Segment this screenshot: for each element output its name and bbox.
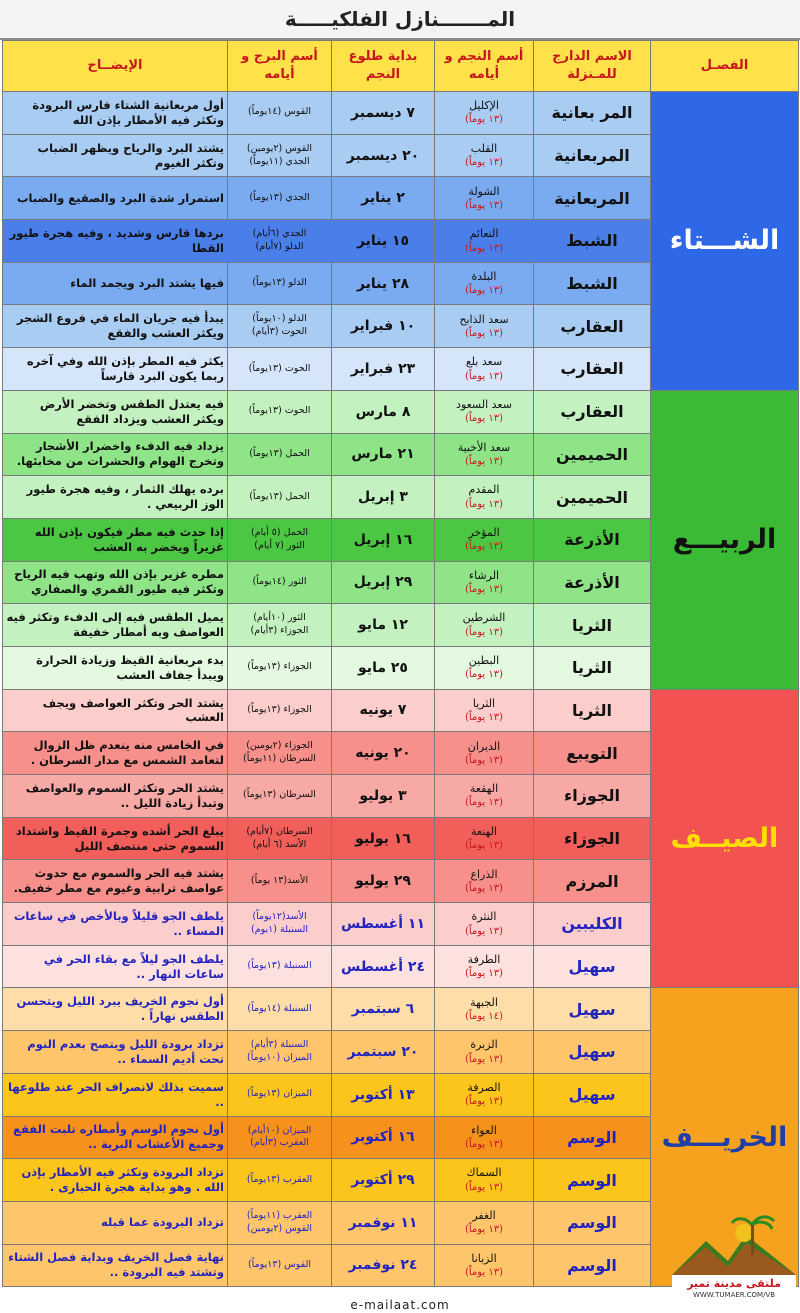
page-title: المـــــــنازل الفلكيـــــة xyxy=(0,0,800,40)
desc-cell: استمرار شدة البرد والصقيع والضباب xyxy=(3,177,228,220)
star-name: الذراع xyxy=(470,867,498,881)
burj-cell xyxy=(228,518,332,561)
burj-line: الجوزاء (١٣يوماً) xyxy=(247,704,312,716)
date-cell: ٢٣ فبراير xyxy=(332,348,435,391)
desc-cell: يبدأ فيه جريان الماء في فروع الشجر ويكثر العشب والفقع xyxy=(3,305,228,348)
desc-cell: في الخامس منه ينعدم ظل الزوال لتعامد الشمس مع مدار السرطان . xyxy=(3,732,228,775)
star-name: الغفر xyxy=(472,1209,496,1223)
burj-cell xyxy=(228,348,332,391)
burj-line: العقرب (١١يوماً) xyxy=(246,1209,313,1221)
manzil-cell: الوسم xyxy=(534,1244,651,1287)
burj-line: القوس (١٣يوماً) xyxy=(247,1259,312,1270)
burj-cell xyxy=(228,1159,332,1202)
burj-line: القوس (٢يومين) xyxy=(246,142,313,154)
burj-line: السنبلة (١٤يوماً) xyxy=(247,1002,312,1014)
star-cell xyxy=(435,689,534,732)
burj-cell xyxy=(228,1116,332,1159)
date-cell: ٦ سبتمبر xyxy=(332,988,435,1031)
burj-cell xyxy=(228,732,332,775)
desc-cell: أول نجوم الخريف يبرد الليل ويتحسن الطقس نهاراً . xyxy=(3,988,228,1031)
star-days: (١٣ يوماً) xyxy=(464,370,504,382)
date-cell: ١٥ يناير xyxy=(332,220,435,263)
burj-cell xyxy=(228,988,332,1031)
burj-cell xyxy=(228,92,332,135)
manzil-cell: الثريا xyxy=(534,689,651,732)
manzil-cell: المربعانية xyxy=(534,177,651,220)
star-name: الزبانا xyxy=(471,1251,497,1265)
season-cell: الشـــتاء xyxy=(651,92,799,391)
burj-line: الأسد(١٣ يوماً) xyxy=(250,874,309,886)
burj-line: الحوت (٣أيام) xyxy=(251,326,308,338)
star-name: العواء xyxy=(471,1123,497,1137)
burj-line: العقرب (١٣يوماً) xyxy=(246,1173,313,1185)
burj-cell xyxy=(228,945,332,988)
burj-cell xyxy=(228,262,332,305)
star-name: الهنعة xyxy=(470,824,497,838)
date-cell: ١٦ إبريل xyxy=(332,518,435,561)
burj-line: الميزان (١٠يوماً) xyxy=(247,1051,312,1063)
manzil-cell: الوسم xyxy=(534,1201,651,1244)
star-days: (١٣ يوماً) xyxy=(464,754,504,766)
header-date: بداية طلوع النجم xyxy=(332,41,435,92)
burj-cell xyxy=(228,561,332,604)
burj-cell xyxy=(228,604,332,647)
manzil-cell: الأذرعة xyxy=(534,561,651,604)
star-cell xyxy=(435,561,534,604)
header-season: الفصـل xyxy=(651,41,799,92)
star-cell xyxy=(435,348,534,391)
manzil-cell: العقارب xyxy=(534,305,651,348)
manzil-cell: سهيل xyxy=(534,1073,651,1116)
manzil-cell: العقارب xyxy=(534,390,651,433)
burj-line: الحوت (١٣يوماً) xyxy=(248,362,311,374)
star-cell xyxy=(435,1201,534,1244)
star-cell xyxy=(435,1031,534,1074)
star-name: القلب xyxy=(470,141,498,155)
star-cell xyxy=(435,1244,534,1287)
star-cell xyxy=(435,775,534,818)
star-days: (١٣ يوماً) xyxy=(464,925,504,937)
desc-cell: تزداد البرودة وتكثر فيه الأمطار بإذن الله . وهو بداية هجرة الحبارى . xyxy=(3,1159,228,1202)
desc-cell: يبلغ الحر أشده وجمرة القيظ واشتداد السموم حتى منتصف الليل xyxy=(3,817,228,860)
season-cell: الصيــف xyxy=(651,689,799,988)
date-cell: ٢٩ إبريل xyxy=(332,561,435,604)
burj-cell xyxy=(228,817,332,860)
star-cell xyxy=(435,945,534,988)
manzil-cell: الوسم xyxy=(534,1159,651,1202)
date-cell: ٣ يوليو xyxy=(332,775,435,818)
star-cell xyxy=(435,1073,534,1116)
star-cell xyxy=(435,220,534,263)
date-cell: ٧ ديسمبر xyxy=(332,92,435,135)
burj-cell xyxy=(228,177,332,220)
star-cell xyxy=(435,1159,534,1202)
star-name: الرشاء xyxy=(468,568,500,582)
desc-cell: أول مربعانية الشتاء فارس البرودة وتكثر فيه الأمطار بإذن الله xyxy=(3,92,228,135)
star-days: (١٣ يوماً) xyxy=(464,455,504,467)
burj-cell xyxy=(228,390,332,433)
star-cell xyxy=(435,262,534,305)
burj-line: الأسد(١٢يوماً) xyxy=(252,911,307,923)
tumaer-logo xyxy=(672,1213,796,1299)
burj-line: السنبلة (١٣يوماً) xyxy=(247,960,312,972)
manzil-cell: الشبط xyxy=(534,220,651,263)
star-days: (١٣ يوماً) xyxy=(464,669,504,681)
star-name: الصرفة xyxy=(467,1081,501,1094)
desc-cell: مطره غزير بإذن الله وتهب فيه الرياح وتكثر فيه طيور القمري والصفاري xyxy=(3,561,228,604)
burj-line: الحمل (١٣يوماً) xyxy=(249,447,310,459)
manzil-cell: سهيل xyxy=(534,945,651,988)
desc-cell: يلطف الجو ليلاً مع بقاء الحر في ساعات النهار .. xyxy=(3,945,228,988)
burj-line: الجوزاء (١٣يوماً) xyxy=(247,661,312,673)
date-cell: ١٦ يوليو xyxy=(332,817,435,860)
star-days: (١٣ يوماً) xyxy=(464,1096,504,1108)
star-name: سعد الذابح xyxy=(459,312,509,326)
star-name: النعائم xyxy=(469,227,499,241)
burj-line: الحمل (٥ أيام) xyxy=(251,526,308,538)
burj-line: الدلو (١٣يوماً) xyxy=(252,277,307,289)
manzil-cell: الحميمين xyxy=(534,476,651,519)
burj-cell xyxy=(228,1244,332,1287)
manzil-cell: التويبع xyxy=(534,732,651,775)
star-name: الشرطين xyxy=(462,611,506,625)
date-cell: ١١ أغسطس xyxy=(332,903,435,946)
desc-cell: يميل الطقس فيه إلى الدفء وتكثر فيه العواصف وبه أمطار خفيفة xyxy=(3,604,228,647)
table-row xyxy=(3,92,799,135)
burj-line: السرطان (١١يوماً) xyxy=(243,753,316,765)
manzil-cell: الأذرعة xyxy=(534,518,651,561)
svg-text:ملتقى مدينة تمير: ملتقى مدينة تمير xyxy=(687,1277,781,1290)
star-days: (١٣ يوماً) xyxy=(464,584,504,596)
desc-cell: فيها يشتد البرد ويجمد الماء xyxy=(3,262,228,305)
star-name: الطرفة xyxy=(467,952,501,966)
burj-line: الجوزاء (٢يومين) xyxy=(246,740,313,752)
desc-cell: يشتد فيه الحر والسموم مع حدوث عواصف ترابية وغيوم مع مطر خفيف. xyxy=(3,860,228,903)
star-days: (١٤ يوماً) xyxy=(464,1010,504,1022)
burj-line: الميزان (١٠أيام) xyxy=(247,1124,312,1136)
burj-cell xyxy=(228,903,332,946)
star-name: سعد الأخبية xyxy=(457,440,511,454)
date-cell: ٨ مارس xyxy=(332,390,435,433)
star-cell xyxy=(435,433,534,476)
star-cell xyxy=(435,988,534,1031)
date-cell: ٢٤ أغسطس xyxy=(332,945,435,988)
burj-line: السرطان (٧أيام) xyxy=(246,825,313,837)
star-cell xyxy=(435,732,534,775)
burj-cell xyxy=(228,134,332,177)
burj-line: الجدي (١٣يوماً) xyxy=(249,191,310,203)
desc-cell: تزداد برودة الليل ويتصح بعدم النوم تحت أديم السماء .. xyxy=(3,1031,228,1074)
star-days: (١٣ يوماً) xyxy=(464,1138,504,1150)
star-days: (١٣ يوماً) xyxy=(464,498,504,510)
star-name: المقدم xyxy=(468,483,500,497)
desc-cell: يكثر فيه المطر بإذن الله وفي آخره ربما يكون البرد قارساً xyxy=(3,348,228,391)
star-days: (١٣ يوماً) xyxy=(464,797,504,809)
burj-line: السنبلة (٣أيام) xyxy=(250,1039,309,1051)
desc-cell: تزداد البرودة عما قبله xyxy=(3,1201,228,1244)
date-cell: ٧ يونيه xyxy=(332,689,435,732)
star-name: النثرة xyxy=(471,910,497,924)
manazil-table xyxy=(2,40,799,1287)
star-name: الشولة xyxy=(468,184,500,198)
star-days: (١٣ يوماً) xyxy=(464,157,504,169)
burj-cell xyxy=(228,860,332,903)
manzil-cell: سهيل xyxy=(534,988,651,1031)
star-days: (١٣ يوماً) xyxy=(464,114,504,126)
star-days: (١٣ يوماً) xyxy=(464,242,504,254)
svg-text:WWW.TUMAER.COM/VB: WWW.TUMAER.COM/VB xyxy=(692,1291,776,1299)
burj-line: الجوزاء (٣أيام) xyxy=(250,625,309,637)
burj-line: الجدي (٦أيام) xyxy=(252,228,307,240)
desc-cell: يشتد الحر وتكثر السموم والعواصف وتبدأ زيادة الليل .. xyxy=(3,775,228,818)
date-cell: ٣ إبريل xyxy=(332,476,435,519)
desc-cell: يشتد البرد والرياح ويظهر الضباب وتكثر الغيوم xyxy=(3,134,228,177)
star-cell xyxy=(435,817,534,860)
manzil-cell: الحميمين xyxy=(534,433,651,476)
desc-cell: بردها قارس وشديد ، وفيه هجرة طيور القطا xyxy=(3,220,228,263)
header-row xyxy=(3,41,799,92)
desc-cell: يلطف الجو قليلاً وبالأخص في ساعات المساء .. xyxy=(3,903,228,946)
star-name: الزبرة xyxy=(470,1038,498,1052)
star-cell xyxy=(435,860,534,903)
star-name: الثريا xyxy=(472,696,496,710)
date-cell: ١٦ أكتوبر xyxy=(332,1116,435,1159)
star-days: (١٣ يوماً) xyxy=(464,1053,504,1065)
star-name: سعد بلع xyxy=(465,355,503,369)
desc-cell: سميت بذلك لانصراف الحر عند طلوعها .. xyxy=(3,1073,228,1116)
manzil-cell: الثريا xyxy=(534,604,651,647)
footer-site: e-mailaat.com xyxy=(350,1298,450,1312)
burj-cell xyxy=(228,476,332,519)
season-cell: الربيـــع xyxy=(651,390,799,689)
date-cell: ٢٥ مايو xyxy=(332,646,435,689)
burj-line: الأسد (٦ أيام) xyxy=(252,838,307,850)
burj-line: السنبلة (١يوم) xyxy=(251,923,308,935)
manzil-cell: الجوزاء xyxy=(534,817,651,860)
manzil-cell: الشبط xyxy=(534,262,651,305)
star-days: (١٣ يوماً) xyxy=(464,285,504,297)
date-cell: ٢١ مارس xyxy=(332,433,435,476)
star-name: السماك xyxy=(466,1166,502,1180)
star-days: (١٣ يوماً) xyxy=(464,968,504,980)
star-cell xyxy=(435,305,534,348)
date-cell: ١٠ فبراير xyxy=(332,305,435,348)
burj-cell xyxy=(228,689,332,732)
date-cell: ٢ يناير xyxy=(332,177,435,220)
burj-line: الثور (١٤يوماً) xyxy=(252,576,307,587)
table-body xyxy=(3,92,799,1287)
star-cell xyxy=(435,92,534,135)
desc-cell: بدء مربعانية القيظ وزيادة الحرارة ويبدأ جفاف العشب xyxy=(3,646,228,689)
burj-cell xyxy=(228,775,332,818)
star-days: (١٣ يوماً) xyxy=(464,712,504,724)
burj-line: العقرب (٣أيام) xyxy=(250,1137,309,1149)
star-cell xyxy=(435,903,534,946)
star-cell xyxy=(435,177,534,220)
date-cell: ٢٠ ديسمبر xyxy=(332,134,435,177)
burj-cell xyxy=(228,1073,332,1116)
table-row xyxy=(3,390,799,433)
desc-cell: برده يهلك الثمار ، وفيه هجرة طيور الوز الربيعي . xyxy=(3,476,228,519)
star-days: (١٣ يوماً) xyxy=(464,626,504,638)
star-cell xyxy=(435,646,534,689)
burj-line: الحمل (١٣يوماً) xyxy=(249,490,310,502)
star-cell xyxy=(435,476,534,519)
star-name: الجبهة xyxy=(470,995,498,1009)
manzil-cell: المرزم xyxy=(534,860,651,903)
manzil-cell: الثريا xyxy=(534,646,651,689)
burj-line: القوس (١٤يوماً) xyxy=(247,106,312,118)
star-name: الإكليل xyxy=(469,99,499,113)
palm-logo-icon xyxy=(672,1213,796,1299)
manzil-cell: سهيل xyxy=(534,1031,651,1074)
date-cell: ٢٠ يونيه xyxy=(332,732,435,775)
header-burj: أسم البرج و أيامه xyxy=(228,41,332,92)
star-cell xyxy=(435,518,534,561)
star-days: (١٣ يوماً) xyxy=(464,1224,504,1236)
star-cell xyxy=(435,390,534,433)
star-days: (١٣ يوماً) xyxy=(464,840,504,852)
star-name: البلدة xyxy=(471,269,497,283)
header-manzil: الاسم الدارج للمـنزلة xyxy=(534,41,651,92)
burj-cell xyxy=(228,1201,332,1244)
burj-cell xyxy=(228,433,332,476)
manzil-cell: الوسم xyxy=(534,1116,651,1159)
header-star: أسم النجم و أيامه xyxy=(435,41,534,92)
date-cell: ٢٤ نوفمبر xyxy=(332,1244,435,1287)
season-cell: الخريـــف xyxy=(651,988,799,1287)
star-days: (١٣ يوماً) xyxy=(464,199,504,211)
date-cell: ٢٨ يناير xyxy=(332,262,435,305)
star-days: (١٣ يوماً) xyxy=(464,1267,504,1279)
desc-cell: يزداد فيه الدفء واخضرار الأشجار وتخرج الهوام والحشرات من مخابئها. xyxy=(3,433,228,476)
star-days: (١٣ يوماً) xyxy=(464,541,504,553)
desc-cell: فيه يعتدل الطقس وتخضر الأرض ويكثر العشب ويزداد الفقع xyxy=(3,390,228,433)
star-cell xyxy=(435,134,534,177)
star-name: المؤخر xyxy=(468,526,500,540)
desc-cell: أول نجوم الوسم وأمطاره تلبت الفقع وجميع الأعشاب البرية .. xyxy=(3,1116,228,1159)
star-days: (١٣ يوماً) xyxy=(464,327,504,339)
date-cell: ٢٩ أكتوبر xyxy=(332,1159,435,1202)
burj-cell xyxy=(228,220,332,263)
burj-line: السرطان (١٣يوماً) xyxy=(243,789,316,801)
star-days: (١٣ يوماً) xyxy=(464,413,504,425)
date-cell: ٢٠ سبتمبر xyxy=(332,1031,435,1074)
burj-line: الميزان (١٣يوماً) xyxy=(247,1088,312,1100)
table-row xyxy=(3,689,799,732)
star-name: البطين xyxy=(468,654,500,668)
star-name: سعد السعود xyxy=(456,398,512,411)
burj-line: القوس (٢يومين) xyxy=(246,1222,313,1234)
date-cell: ١١ نوفمبر xyxy=(332,1201,435,1244)
burj-line: الدلو (٧أيام) xyxy=(255,240,304,252)
manzil-cell: العقارب xyxy=(534,348,651,391)
star-name: الهقعة xyxy=(469,782,499,796)
burj-cell xyxy=(228,305,332,348)
date-cell: ٢٩ يوليو xyxy=(332,860,435,903)
desc-cell: نهاية فصل الخريف وبداية فصل الشتاء وتشتد فيه البرودة .. xyxy=(3,1244,228,1287)
star-name: الديران xyxy=(467,739,501,753)
manzil-cell: الجوزاء xyxy=(534,775,651,818)
date-cell: ١٣ أكتوبر xyxy=(332,1073,435,1116)
desc-cell: إذا حدث فيه مطر فيكون بإذن الله غزيراً ويخضر به العشب xyxy=(3,518,228,561)
table-row xyxy=(3,988,799,1031)
burj-cell xyxy=(228,646,332,689)
date-cell: ١٢ مايو xyxy=(332,604,435,647)
burj-line: الدلو (١٠يوماً) xyxy=(252,313,307,325)
burj-line: الثور (١٠أيام) xyxy=(253,612,306,624)
burj-cell xyxy=(228,1031,332,1074)
burj-line: الثور (٧ أيام) xyxy=(254,539,305,551)
star-days: (١٣ يوماً) xyxy=(464,882,504,894)
header-desc: الإيضــاح xyxy=(3,41,228,92)
star-cell xyxy=(435,604,534,647)
burj-line: الجدي (١١يوماً) xyxy=(249,155,310,167)
burj-line: الحوت (١٣يوماً) xyxy=(248,405,311,417)
manzil-cell: الكليبين xyxy=(534,903,651,946)
manzil-cell: المربعانية xyxy=(534,134,651,177)
manzil-cell: المر بعانية xyxy=(534,92,651,135)
star-days: (١٣ يوماً) xyxy=(464,1181,504,1193)
star-cell xyxy=(435,1116,534,1159)
desc-cell: يشتد الحر وتكثر العواصف ويجف العشب xyxy=(3,689,228,732)
